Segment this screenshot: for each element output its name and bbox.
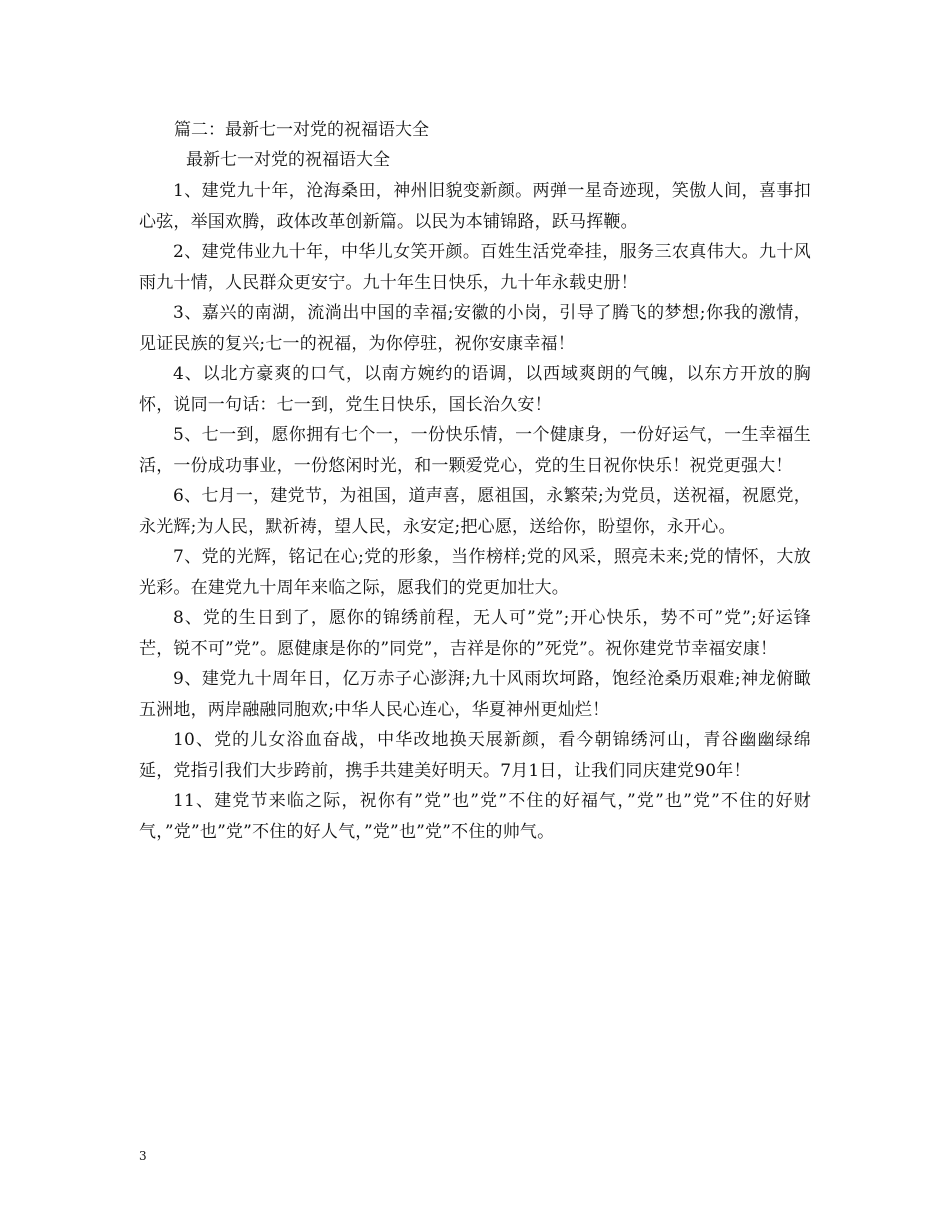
page-number: 3: [139, 1149, 147, 1163]
paragraph-6: 6、七月一，建党节，为祖国，道声喜，愿祖国，永繁荣;为党员，送祝福，祝愿党，永光辉;为人民，默祈祷，望人民，永安定;把心愿，送给你，盼望你，永开心。: [139, 486, 811, 537]
paragraph-8: 8、党的生日到了，愿你的锦绣前程，无人可”党”;开心快乐，势不可”党”;好运锋芒，锐不可”党”。愿健康是你的”同党”，吉祥是你的”死党”。祝你建党节幸福安康！: [139, 608, 811, 659]
paragraph-3: 3、嘉兴的南湖，流淌出中国的幸福;安徽的小岗，引导了腾飞的梦想;你我的激情，见证民族的复兴;七一的祝福，为你停驻，祝你安康幸福！: [139, 303, 811, 354]
paragraph-11: 11、建党节来临之际，祝你有”党”也”党”不住的好福气，”党”也”党”不住的好财气，”党”也”党”不住的好人气，”党”也”党”不住的帅气。: [139, 791, 811, 842]
paragraph-2: 2、建党伟业九十年，中华儿女笑开颜。百姓生活党牵挂，服务三农真伟大。九十风雨九十情，人民群众更安宁。九十年生日快乐，九十年永载史册！: [139, 242, 811, 293]
paragraph-5: 5、七一到，愿你拥有七个一，一份快乐情，一个健康身，一份好运气，一生幸福生活，一份成功事业，一份悠闲时光，和一颗爱党心，党的生日祝你快乐！祝党更强大！: [139, 425, 811, 476]
paragraph-4: 4、以北方豪爽的口气，以南方婉约的语调，以西域爽朗的气魄，以东方开放的胸怀，说同一句话：七一到，党生日快乐，国长治久安！: [139, 364, 811, 415]
document-subtitle: 最新七一对党的祝福语大全: [186, 150, 390, 170]
paragraph-9: 9、建党九十周年日，亿万赤子心澎湃;九十风雨坎坷路，饱经沧桑历艰难;神龙俯瞰五洲地，两岸融融同胞欢;中华人民心连心，华夏神州更灿烂！: [139, 669, 811, 720]
document-body: [139, 116, 811, 847]
paragraph-10: 10、党的儿女浴血奋战，中华改地换天展新颜，看今朝锦绣河山，青谷幽幽绿绵延，党指引我们大步跨前，携手共建美好明天。7月1日，让我们同庆建党90年！: [139, 730, 811, 781]
paragraph-1: 1、建党九十年，沧海桑田，神州旧貌变新颜。两弹一星奇迹现，笑傲人间，喜事扣心弦，举国欢腾，政体改革创新篇。以民为本铺锦路，跃马挥鞭。: [139, 181, 811, 232]
section-title: 篇二：最新七一对党的祝福语大全: [174, 120, 429, 140]
paragraph-7: 7、党的光辉，铭记在心;党的形象，当作榜样;党的风采，照亮未来;党的情怀，大放光彩。在建党九十周年来临之际，愿我们的党更加壮大。: [139, 547, 811, 598]
